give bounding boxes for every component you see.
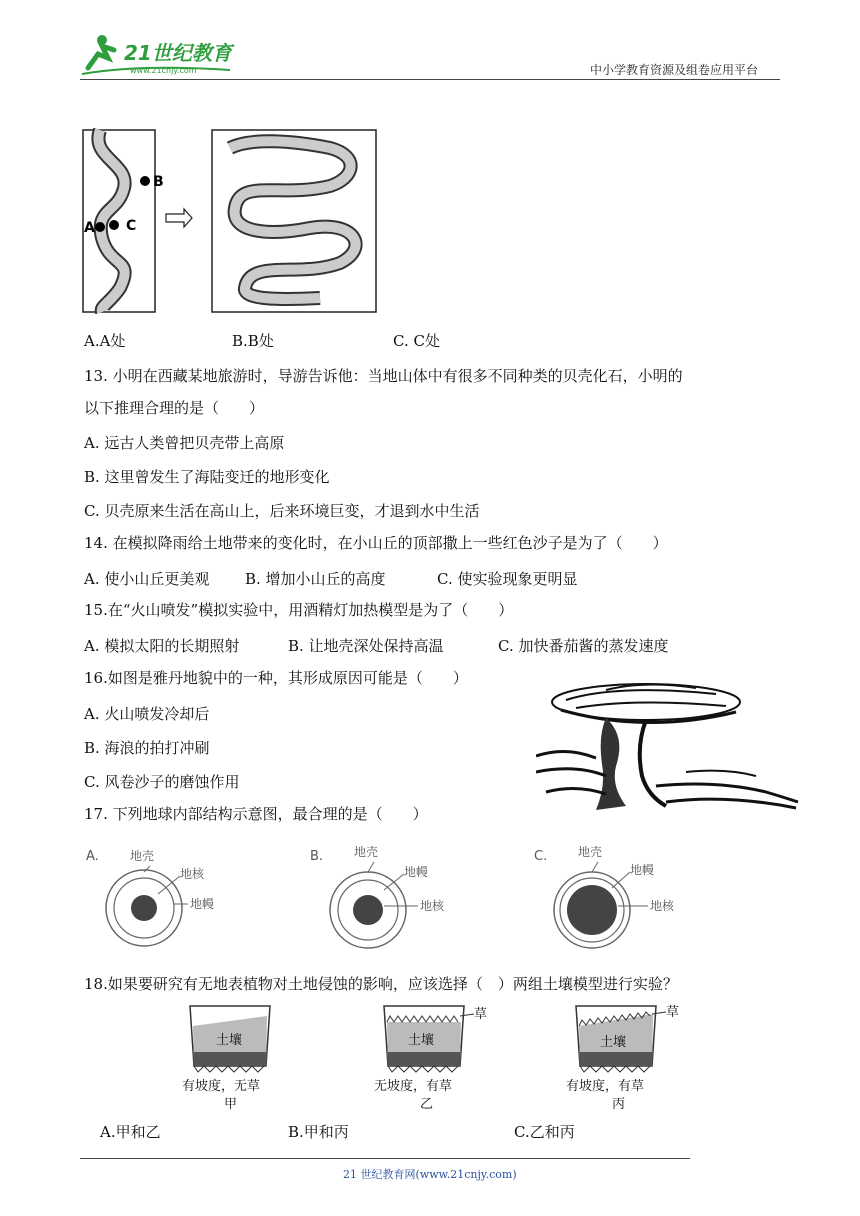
point-a-label: A	[84, 220, 95, 236]
q15-option-a[interactable]: A. 模拟太阳的长期照射	[84, 637, 240, 655]
svg-text:地壳: 地壳	[354, 845, 379, 859]
q13-stem-line1: 13. 小明在西藏某地旅游时，导游告诉他：当地山体中有很多不同种类的贝壳化石，小明的	[84, 367, 683, 385]
svg-text:地幔: 地幔	[190, 897, 215, 911]
q17-diagram-b[interactable]	[308, 842, 458, 950]
q12-river-figure	[80, 128, 380, 314]
q15-option-c[interactable]: C. 加快番茄酱的蒸发速度	[498, 637, 669, 655]
header-divider	[80, 79, 780, 80]
svg-text:地壳: 地壳	[130, 849, 155, 863]
q15-stem: 15.在“火山喷发”模拟实验中，用酒精灯加热模型是为了（ ）	[84, 601, 514, 619]
q12-option-b[interactable]: B.B处	[232, 332, 274, 350]
header-platform-text: 中小学教育资源及组卷应用平台	[590, 63, 759, 77]
q15-option-b[interactable]: B. 让地壳深处保持高温	[288, 637, 444, 655]
q17-stem: 17. 下列地球内部结构示意图，最合理的是（ ）	[84, 805, 428, 823]
q17-diagram-c[interactable]	[532, 842, 692, 950]
svg-text:地幔: 地幔	[404, 865, 429, 879]
svg-text:A.: A.	[86, 849, 99, 864]
svg-text:土壤: 土壤	[408, 1033, 435, 1048]
q14-option-c[interactable]: C. 使实验现象更明显	[437, 570, 578, 588]
logo-runner-icon	[80, 30, 250, 76]
svg-text:乙: 乙	[420, 1097, 434, 1112]
svg-text:甲: 甲	[224, 1097, 238, 1112]
q16-option-b[interactable]: B. 海浪的拍打冲刷	[84, 739, 210, 757]
logo-text: 21世纪教育	[124, 41, 232, 65]
svg-text:地壳: 地壳	[578, 845, 603, 859]
q16-stem: 16.如图是雅丹地貌中的一种，其形成原因可能是（ ）	[84, 669, 468, 687]
q12-option-a[interactable]: A.A处	[84, 332, 126, 350]
q12-option-c[interactable]: C. C处	[393, 332, 440, 350]
q14-stem: 14. 在模拟降雨给土地带来的变化时，在小山丘的顶部撒上一些红色沙子是为了（ ）	[84, 534, 668, 552]
q18-model-jia[interactable]	[180, 1000, 300, 1112]
footer-divider	[80, 1158, 690, 1159]
svg-text:地核: 地核	[180, 867, 205, 881]
svg-text:土壤: 土壤	[216, 1033, 243, 1048]
point-b-label: B	[153, 174, 164, 190]
logo-url: www.21cnjy.com	[130, 66, 197, 75]
arrow-right-icon	[166, 209, 192, 227]
point-a-icon	[95, 222, 105, 232]
q18-option-b[interactable]: B.甲和丙	[288, 1123, 349, 1141]
svg-text:有坡度，有草: 有坡度，有草	[566, 1079, 645, 1094]
q18-option-a[interactable]: A.甲和乙	[100, 1123, 161, 1141]
svg-text:B.: B.	[310, 849, 324, 864]
q17-diagram-a[interactable]	[84, 842, 234, 950]
point-c-label: C	[126, 218, 137, 234]
svg-text:有坡度，无草: 有坡度，无草	[182, 1079, 261, 1094]
q13-option-b[interactable]: B. 这里曾发生了海陆变迁的地形变化	[84, 468, 330, 486]
q18-stem: 18.如果要研究有无地表植物对土地侵蚀的影响，应该选择（ ）两组土壤模型进行实验？	[84, 975, 678, 993]
point-b-icon	[140, 176, 150, 186]
q16-option-c[interactable]: C. 风卷沙子的磨蚀作用	[84, 773, 240, 791]
q14-option-b[interactable]: B. 增加小山丘的高度	[245, 570, 386, 588]
q14-option-a[interactable]: A. 使小山丘更美观	[84, 570, 210, 588]
svg-text:地核: 地核	[650, 899, 675, 913]
svg-text:草: 草	[666, 1005, 680, 1020]
q18-model-bing[interactable]	[562, 1000, 692, 1112]
footer-site-link[interactable]: 21 世纪教育网(www.21cnjy.com)	[343, 1168, 517, 1181]
point-c-icon	[109, 220, 119, 230]
svg-text:丙: 丙	[612, 1097, 626, 1112]
yardang-landform-image	[536, 676, 800, 816]
q16-option-a[interactable]: A. 火山喷发冷却后	[84, 705, 210, 723]
svg-text:C.: C.	[534, 849, 548, 864]
q18-option-c[interactable]: C.乙和丙	[514, 1123, 575, 1141]
svg-text:地核: 地核	[420, 899, 445, 913]
header-logo	[80, 30, 250, 76]
q13-stem-line2: 以下推理合理的是（ ）	[84, 399, 265, 417]
q18-model-yi[interactable]	[370, 1000, 500, 1112]
svg-text:土壤: 土壤	[600, 1035, 627, 1050]
svg-text:无坡度，有草: 无坡度，有草	[374, 1079, 453, 1094]
q13-option-c[interactable]: C. 贝壳原来生活在高山上，后来环境巨变，才退到水中生活	[84, 502, 480, 520]
svg-text:地幔: 地幔	[630, 863, 655, 877]
svg-text:草: 草	[474, 1007, 488, 1022]
q13-option-a[interactable]: A. 远古人类曾把贝壳带上高原	[84, 434, 285, 452]
